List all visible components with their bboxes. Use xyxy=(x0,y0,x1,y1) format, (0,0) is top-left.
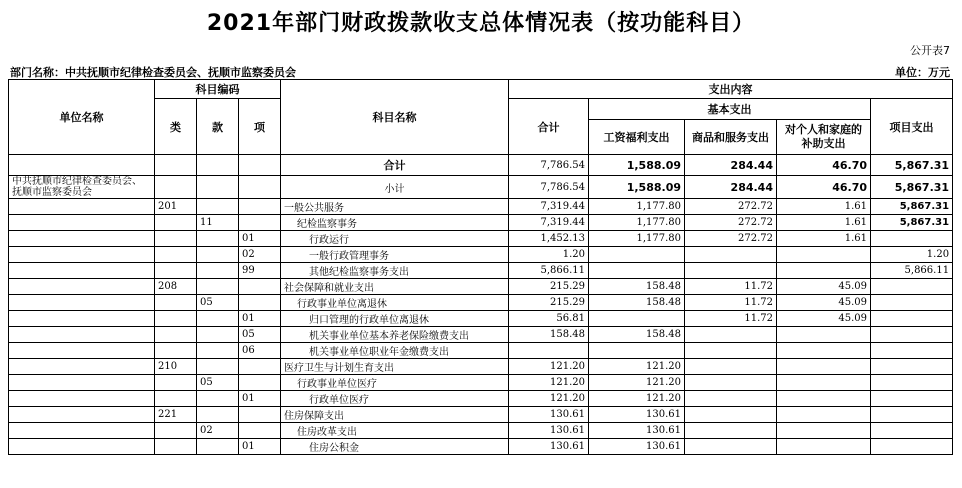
cell-goods: 272.72 xyxy=(685,199,777,215)
cell-project: 1.20 xyxy=(871,247,953,263)
cell-name: 行政单位医疗 xyxy=(281,391,509,407)
cell-project xyxy=(871,391,953,407)
cell-total: 1.20 xyxy=(509,247,589,263)
table-row xyxy=(9,375,953,391)
cell-total: 130.61 xyxy=(509,439,589,455)
table-row xyxy=(9,327,953,343)
header-total: 合计 xyxy=(509,99,589,155)
cell-project xyxy=(871,231,953,247)
cell-total: 56.81 xyxy=(509,311,589,327)
cell-wages xyxy=(589,247,685,263)
header-xiang: 项 xyxy=(239,99,281,155)
cell-lei xyxy=(155,263,197,279)
cell-xiang: 01 xyxy=(239,231,281,247)
table-row xyxy=(9,391,953,407)
cell-personal xyxy=(777,391,871,407)
cell-kuan xyxy=(197,391,239,407)
cell-unit xyxy=(9,359,155,375)
cell-personal: 1.61 xyxy=(777,215,871,231)
cell-personal: 45.09 xyxy=(777,295,871,311)
cell-lei xyxy=(155,247,197,263)
cell-personal xyxy=(777,375,871,391)
cell-lei: 210 xyxy=(155,359,197,375)
cell-kuan xyxy=(197,231,239,247)
cell-project xyxy=(871,407,953,423)
budget-table xyxy=(8,79,953,455)
cell-kuan xyxy=(197,279,239,295)
cell-total: 121.20 xyxy=(509,375,589,391)
table-row xyxy=(9,295,953,311)
cell-personal xyxy=(777,327,871,343)
cell-unit xyxy=(9,295,155,311)
cell-name: 纪检监察事务 xyxy=(281,215,509,231)
subtotal-row xyxy=(9,176,953,199)
subtotal-row-personal: 46.70 xyxy=(777,176,871,199)
cell-lei xyxy=(155,311,197,327)
cell-xiang xyxy=(239,407,281,423)
total-row-wages: 1,588.09 xyxy=(589,155,685,176)
cell-unit xyxy=(9,375,155,391)
cell-lei xyxy=(155,327,197,343)
subtotal-row-wages: 1,588.09 xyxy=(589,176,685,199)
table-row xyxy=(9,215,953,231)
table-row xyxy=(9,279,953,295)
cell-total: 7,319.44 xyxy=(509,215,589,231)
cell-personal: 45.09 xyxy=(777,311,871,327)
cell-unit xyxy=(9,263,155,279)
total-row-total: 7,786.54 xyxy=(509,155,589,176)
cell-name: 归口管理的行政单位离退休 xyxy=(281,311,509,327)
cell-unit xyxy=(9,247,155,263)
subtotal-row-total: 7,786.54 xyxy=(509,176,589,199)
unit-label: 单位：万元 xyxy=(895,66,950,79)
table-row xyxy=(9,263,953,279)
table-row xyxy=(9,231,953,247)
header-basic: 基本支出 xyxy=(589,99,871,120)
cell-xiang: 99 xyxy=(239,263,281,279)
cell-personal: 45.09 xyxy=(777,279,871,295)
cell-name: 住房公积金 xyxy=(281,439,509,455)
cell-personal xyxy=(777,439,871,455)
cell-personal: 1.61 xyxy=(777,199,871,215)
cell-name: 住房保障支出 xyxy=(281,407,509,423)
cell-wages: 130.61 xyxy=(589,407,685,423)
cell-lei xyxy=(155,391,197,407)
cell-kuan xyxy=(197,263,239,279)
cell-kuan xyxy=(197,247,239,263)
cell-unit xyxy=(9,199,155,215)
cell-total: 130.61 xyxy=(509,423,589,439)
cell-xiang xyxy=(239,423,281,439)
cell-name: 其他纪检监察事务支出 xyxy=(281,263,509,279)
cell-lei: 221 xyxy=(155,407,197,423)
cell-total: 215.29 xyxy=(509,295,589,311)
cell-unit xyxy=(9,231,155,247)
cell-unit xyxy=(9,391,155,407)
cell-personal xyxy=(777,343,871,359)
header-subject-name: 科目名称 xyxy=(281,80,509,155)
cell-name: 行政事业单位离退休 xyxy=(281,295,509,311)
cell-kuan: 11 xyxy=(197,215,239,231)
header-goods: 商品和服务支出 xyxy=(685,120,777,155)
cell-project xyxy=(871,359,953,375)
cell-goods xyxy=(685,391,777,407)
cell-goods xyxy=(685,247,777,263)
cell-personal xyxy=(777,407,871,423)
cell-xiang xyxy=(239,359,281,375)
cell-xiang: 01 xyxy=(239,391,281,407)
cell-lei xyxy=(155,375,197,391)
cell-kuan: 05 xyxy=(197,375,239,391)
cell-personal xyxy=(777,359,871,375)
cell-total: 5,866.11 xyxy=(509,263,589,279)
cell-project xyxy=(871,311,953,327)
cell-xiang xyxy=(239,375,281,391)
cell-total: 215.29 xyxy=(509,279,589,295)
cell-kuan xyxy=(197,311,239,327)
header-unit-name: 单位名称 xyxy=(9,80,155,155)
cell-xiang: 01 xyxy=(239,311,281,327)
cell-wages: 158.48 xyxy=(589,295,685,311)
cell-goods xyxy=(685,423,777,439)
cell-name: 一般行政管理事务 xyxy=(281,247,509,263)
subtotal-row-goods: 284.44 xyxy=(685,176,777,199)
cell-wages xyxy=(589,263,685,279)
cell-goods xyxy=(685,439,777,455)
header-wages: 工资福利支出 xyxy=(589,120,685,155)
cell-total: 1,452.13 xyxy=(509,231,589,247)
cell-project xyxy=(871,279,953,295)
cell-goods xyxy=(685,407,777,423)
total-row-goods: 284.44 xyxy=(685,155,777,176)
cell-personal xyxy=(777,423,871,439)
cell-wages: 121.20 xyxy=(589,391,685,407)
cell-total: 121.20 xyxy=(509,391,589,407)
cell-wages: 1,177.80 xyxy=(589,231,685,247)
cell-total: 158.48 xyxy=(509,327,589,343)
cell-goods: 272.72 xyxy=(685,231,777,247)
cell-wages: 130.61 xyxy=(589,439,685,455)
cell-goods xyxy=(685,375,777,391)
department-label: 部门名称：中共抚顺市纪律检查委员会、抚顺市监察委员会 xyxy=(10,66,296,79)
table-row xyxy=(9,423,953,439)
cell-wages: 121.20 xyxy=(589,375,685,391)
cell-goods: 11.72 xyxy=(685,279,777,295)
table-tag: 公开表7 xyxy=(910,44,950,57)
subtotal-row-name: 小计 xyxy=(281,176,509,199)
subtotal-unit: 中共抚顺市纪律检查委员会、抚顺市监察委员会 xyxy=(9,176,155,199)
cell-lei xyxy=(155,231,197,247)
cell-kuan xyxy=(197,407,239,423)
cell-lei xyxy=(155,439,197,455)
cell-name: 住房改革支出 xyxy=(281,423,509,439)
cell-kuan xyxy=(197,439,239,455)
cell-project: 5,867.31 xyxy=(871,215,953,231)
table-row xyxy=(9,439,953,455)
cell-project: 5,867.31 xyxy=(871,199,953,215)
cell-lei xyxy=(155,343,197,359)
cell-project xyxy=(871,375,953,391)
cell-goods: 11.72 xyxy=(685,311,777,327)
subtotal-row-project: 5,867.31 xyxy=(871,176,953,199)
cell-name: 医疗卫生与计划生育支出 xyxy=(281,359,509,375)
cell-total: 7,319.44 xyxy=(509,199,589,215)
cell-wages: 121.20 xyxy=(589,359,685,375)
cell-total: 121.20 xyxy=(509,359,589,375)
cell-kuan xyxy=(197,343,239,359)
cell-xiang: 05 xyxy=(239,327,281,343)
cell-kuan: 02 xyxy=(197,423,239,439)
cell-name: 社会保障和就业支出 xyxy=(281,279,509,295)
table-row xyxy=(9,199,953,215)
cell-total: 130.61 xyxy=(509,407,589,423)
header-subject-code: 科目编码 xyxy=(155,80,281,99)
cell-kuan xyxy=(197,199,239,215)
cell-unit xyxy=(9,423,155,439)
cell-project xyxy=(871,295,953,311)
total-row-personal: 46.70 xyxy=(777,155,871,176)
table-row xyxy=(9,407,953,423)
cell-goods xyxy=(685,263,777,279)
cell-unit xyxy=(9,407,155,423)
cell-xiang xyxy=(239,295,281,311)
cell-name: 行政事业单位医疗 xyxy=(281,375,509,391)
cell-xiang xyxy=(239,215,281,231)
cell-wages: 1,177.80 xyxy=(589,199,685,215)
header-lei: 类 xyxy=(155,99,197,155)
header-kuan: 款 xyxy=(197,99,239,155)
cell-project xyxy=(871,439,953,455)
cell-unit xyxy=(9,327,155,343)
cell-name: 一般公共服务 xyxy=(281,199,509,215)
total-row xyxy=(9,155,953,176)
cell-name: 机关事业单位职业年金缴费支出 xyxy=(281,343,509,359)
cell-personal xyxy=(777,263,871,279)
cell-kuan: 05 xyxy=(197,295,239,311)
cell-goods xyxy=(685,327,777,343)
cell-wages: 1,177.80 xyxy=(589,215,685,231)
cell-xiang: 01 xyxy=(239,439,281,455)
cell-unit xyxy=(9,439,155,455)
cell-project: 5,866.11 xyxy=(871,263,953,279)
cell-project xyxy=(871,423,953,439)
cell-lei xyxy=(155,423,197,439)
table-row xyxy=(9,311,953,327)
cell-lei: 201 xyxy=(155,199,197,215)
cell-lei: 208 xyxy=(155,279,197,295)
header-personal: 对个人和家庭的补助支出 xyxy=(777,120,871,155)
table-row xyxy=(9,343,953,359)
cell-project xyxy=(871,343,953,359)
cell-unit xyxy=(9,215,155,231)
cell-name: 行政运行 xyxy=(281,231,509,247)
header-expense-content: 支出内容 xyxy=(509,80,953,99)
cell-name: 机关事业单位基本养老保险缴费支出 xyxy=(281,327,509,343)
cell-wages xyxy=(589,311,685,327)
table-row xyxy=(9,359,953,375)
table-row xyxy=(9,247,953,263)
cell-project xyxy=(871,327,953,343)
total-row-name: 合计 xyxy=(281,155,509,176)
cell-goods xyxy=(685,359,777,375)
cell-xiang: 06 xyxy=(239,343,281,359)
cell-lei xyxy=(155,215,197,231)
cell-goods: 11.72 xyxy=(685,295,777,311)
cell-unit xyxy=(9,311,155,327)
cell-personal: 1.61 xyxy=(777,231,871,247)
cell-xiang xyxy=(239,199,281,215)
cell-wages: 158.48 xyxy=(589,327,685,343)
header-project: 项目支出 xyxy=(871,99,953,155)
cell-xiang: 02 xyxy=(239,247,281,263)
cell-wages: 130.61 xyxy=(589,423,685,439)
cell-kuan xyxy=(197,359,239,375)
cell-total xyxy=(509,343,589,359)
cell-xiang xyxy=(239,279,281,295)
cell-kuan xyxy=(197,327,239,343)
cell-unit xyxy=(9,343,155,359)
cell-goods xyxy=(685,343,777,359)
cell-unit xyxy=(9,279,155,295)
total-row-project: 5,867.31 xyxy=(871,155,953,176)
cell-lei xyxy=(155,295,197,311)
cell-wages xyxy=(589,343,685,359)
cell-goods: 272.72 xyxy=(685,215,777,231)
page-title: 2021年部门财政拨款收支总体情况表（按功能科目） xyxy=(206,11,756,36)
cell-wages: 158.48 xyxy=(589,279,685,295)
cell-personal xyxy=(777,247,871,263)
